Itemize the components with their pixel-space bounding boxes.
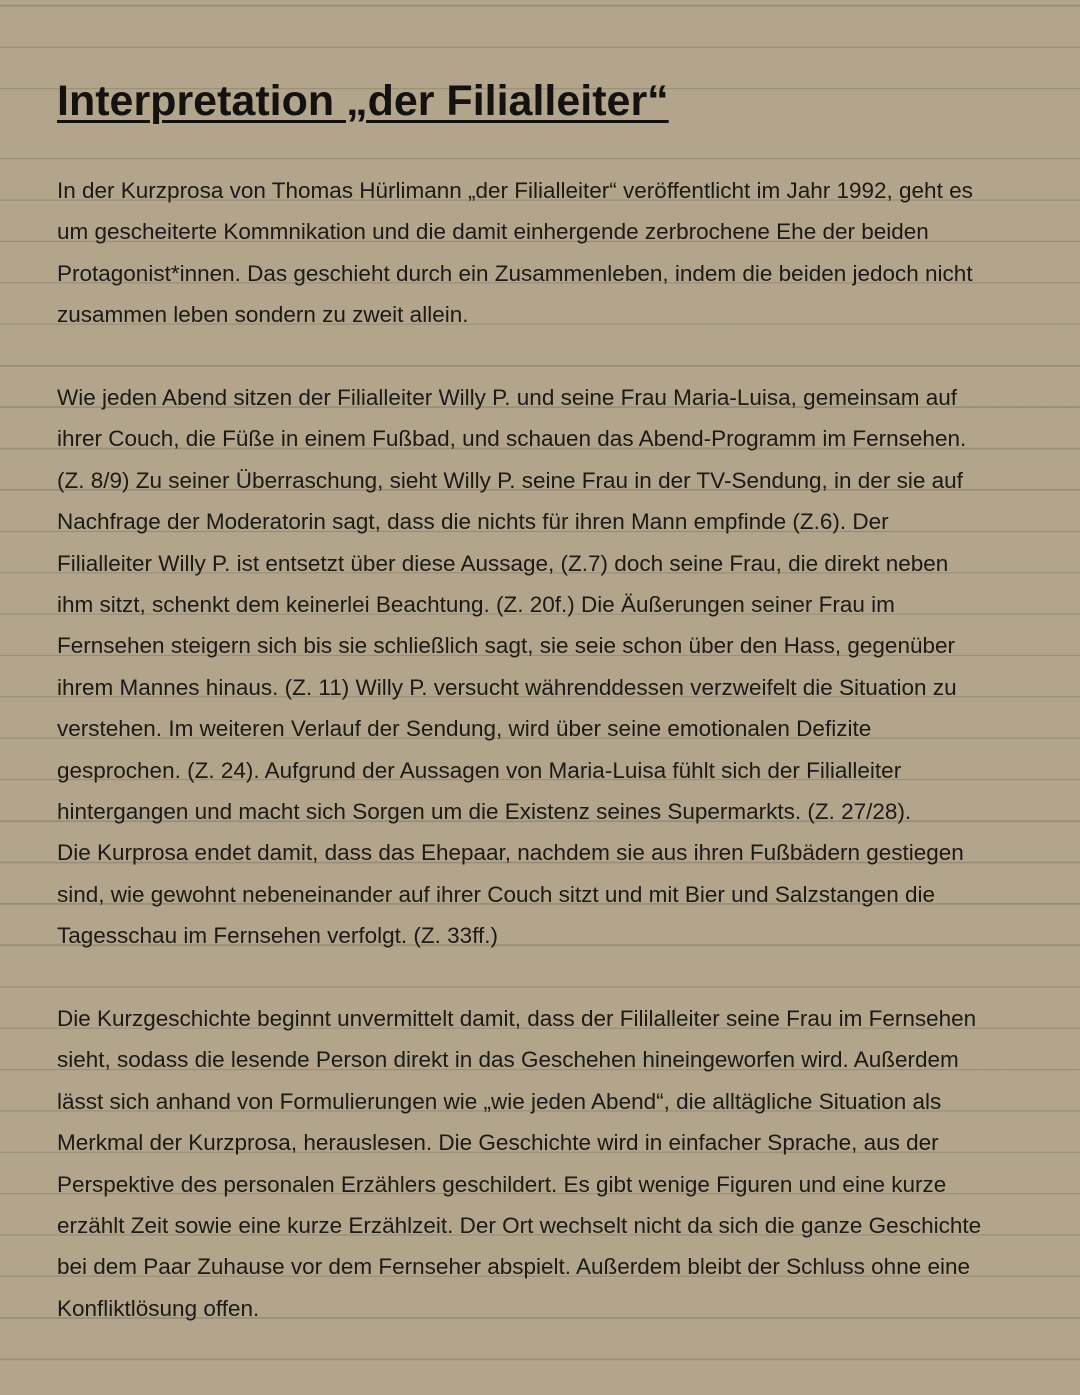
text-line: Die Kurprosa endet damit, dass das Ehepaar, nachdem sie aus ihren Fußbädern gestiegen (57, 840, 964, 866)
text-line: sind, wie gewohnt nebeneinander auf ihrer Couch sitzt und mit Bier und Salzstangen die (57, 881, 936, 907)
text-line: bei dem Paar Zuhause vor dem Fernseher abspielt. Außerdem bleibt der Schluss ohne eine (57, 1254, 971, 1280)
text-line: Perspektive des personalen Erzählers geschildert. Es gibt wenige Figuren und eine kurze (57, 1171, 947, 1197)
text-line: gesprochen. (Z. 24). Aufgrund der Aussagen von Maria-Luisa fühlt sich der Filialleiter (57, 757, 902, 783)
text-line: ihrer Couch, die Füße in einem Fußbad, und schauen das Abend-Programm im Fernsehen. (57, 426, 967, 452)
text-line: erzählt Zeit sowie eine kurze Erzählzeit. Der Ort wechselt nicht da sich die ganze Geschichte (57, 1213, 982, 1239)
text-line: Tagesschau im Fernsehen verfolgt. (Z. 33ff.) (57, 923, 499, 949)
text-line: (Z. 8/9) Zu seiner Überraschung, sieht Willy P. seine Frau in der TV-Sendung, in der sie auf (57, 467, 963, 493)
text-line: Konfliktlösung offen. (57, 1295, 260, 1321)
text-line: Protagonist*innen. Das geschieht durch ein Zusammenleben, indem die beiden jedoch nicht (57, 260, 973, 286)
text-line: Nachfrage der Moderatorin sagt, dass die nichts für ihren Mann empfinde (Z.6). Der (57, 509, 889, 535)
paragraph-summary (57, 377, 1032, 957)
text-line: zusammen leben sondern zu zweit allein. (57, 302, 469, 328)
text-line: lässt sich anhand von Formulierungen wie „wie jeden Abend“, die alltägliche Situation als (57, 1088, 942, 1114)
text-line: Fernsehen steigern sich bis sie schließlich sagt, sie seie schon über den Hass, gegenüber (57, 633, 955, 659)
text-line: ihrem Mannes hinaus. (Z. 11) Willy P. versucht währenddessen verzweifelt die Situation zu (57, 674, 957, 700)
text-line: um gescheiterte Kommnikation und die damit einhergende zerbrochene Ehe der beiden (57, 219, 929, 245)
paragraph-analysis (57, 998, 1032, 1329)
text-line: hintergangen und macht sich Sorgen um die Existenz seines Supermarkts. (Z. 27/28). (57, 799, 912, 825)
text-line: Merkmal der Kurzprosa, herauslesen. Die Geschichte wird in einfacher Sprache, aus der (57, 1130, 939, 1156)
text-line: Wie jeden Abend sitzen der Filialleiter Willy P. und seine Frau Maria-Luisa, gemeinsam auf (57, 385, 958, 410)
text-line: Filialleiter Willy P. ist entsetzt über diese Aussage, (Z.7) doch seine Frau, die direkt neben (57, 550, 949, 576)
paragraph-introduction (57, 170, 1032, 336)
text-line: Die Kurzgeschichte beginnt unvermittelt damit, dass der Fililalleiter seine Frau im Fernsehen (57, 1006, 977, 1031)
text-line: ihm sitzt, schenkt dem keinerlei Beachtung. (Z. 20f.) Die Äußerungen seiner Frau im (57, 592, 895, 618)
text-line: verstehen. Im weiteren Verlauf der Sendung, wird über seine emotionalen Defizite (57, 716, 872, 742)
text-line: sieht, sodass die lesende Person direkt in das Geschehen hineingeworfen wird. Außerdem (57, 1047, 959, 1073)
text-line: In der Kurzprosa von Thomas Hürlimann „der Filialleiter“ veröffentlicht im Jahr 1992, geht es (57, 178, 973, 203)
document-title: Interpretation „der Filialleiter“ (57, 77, 669, 125)
